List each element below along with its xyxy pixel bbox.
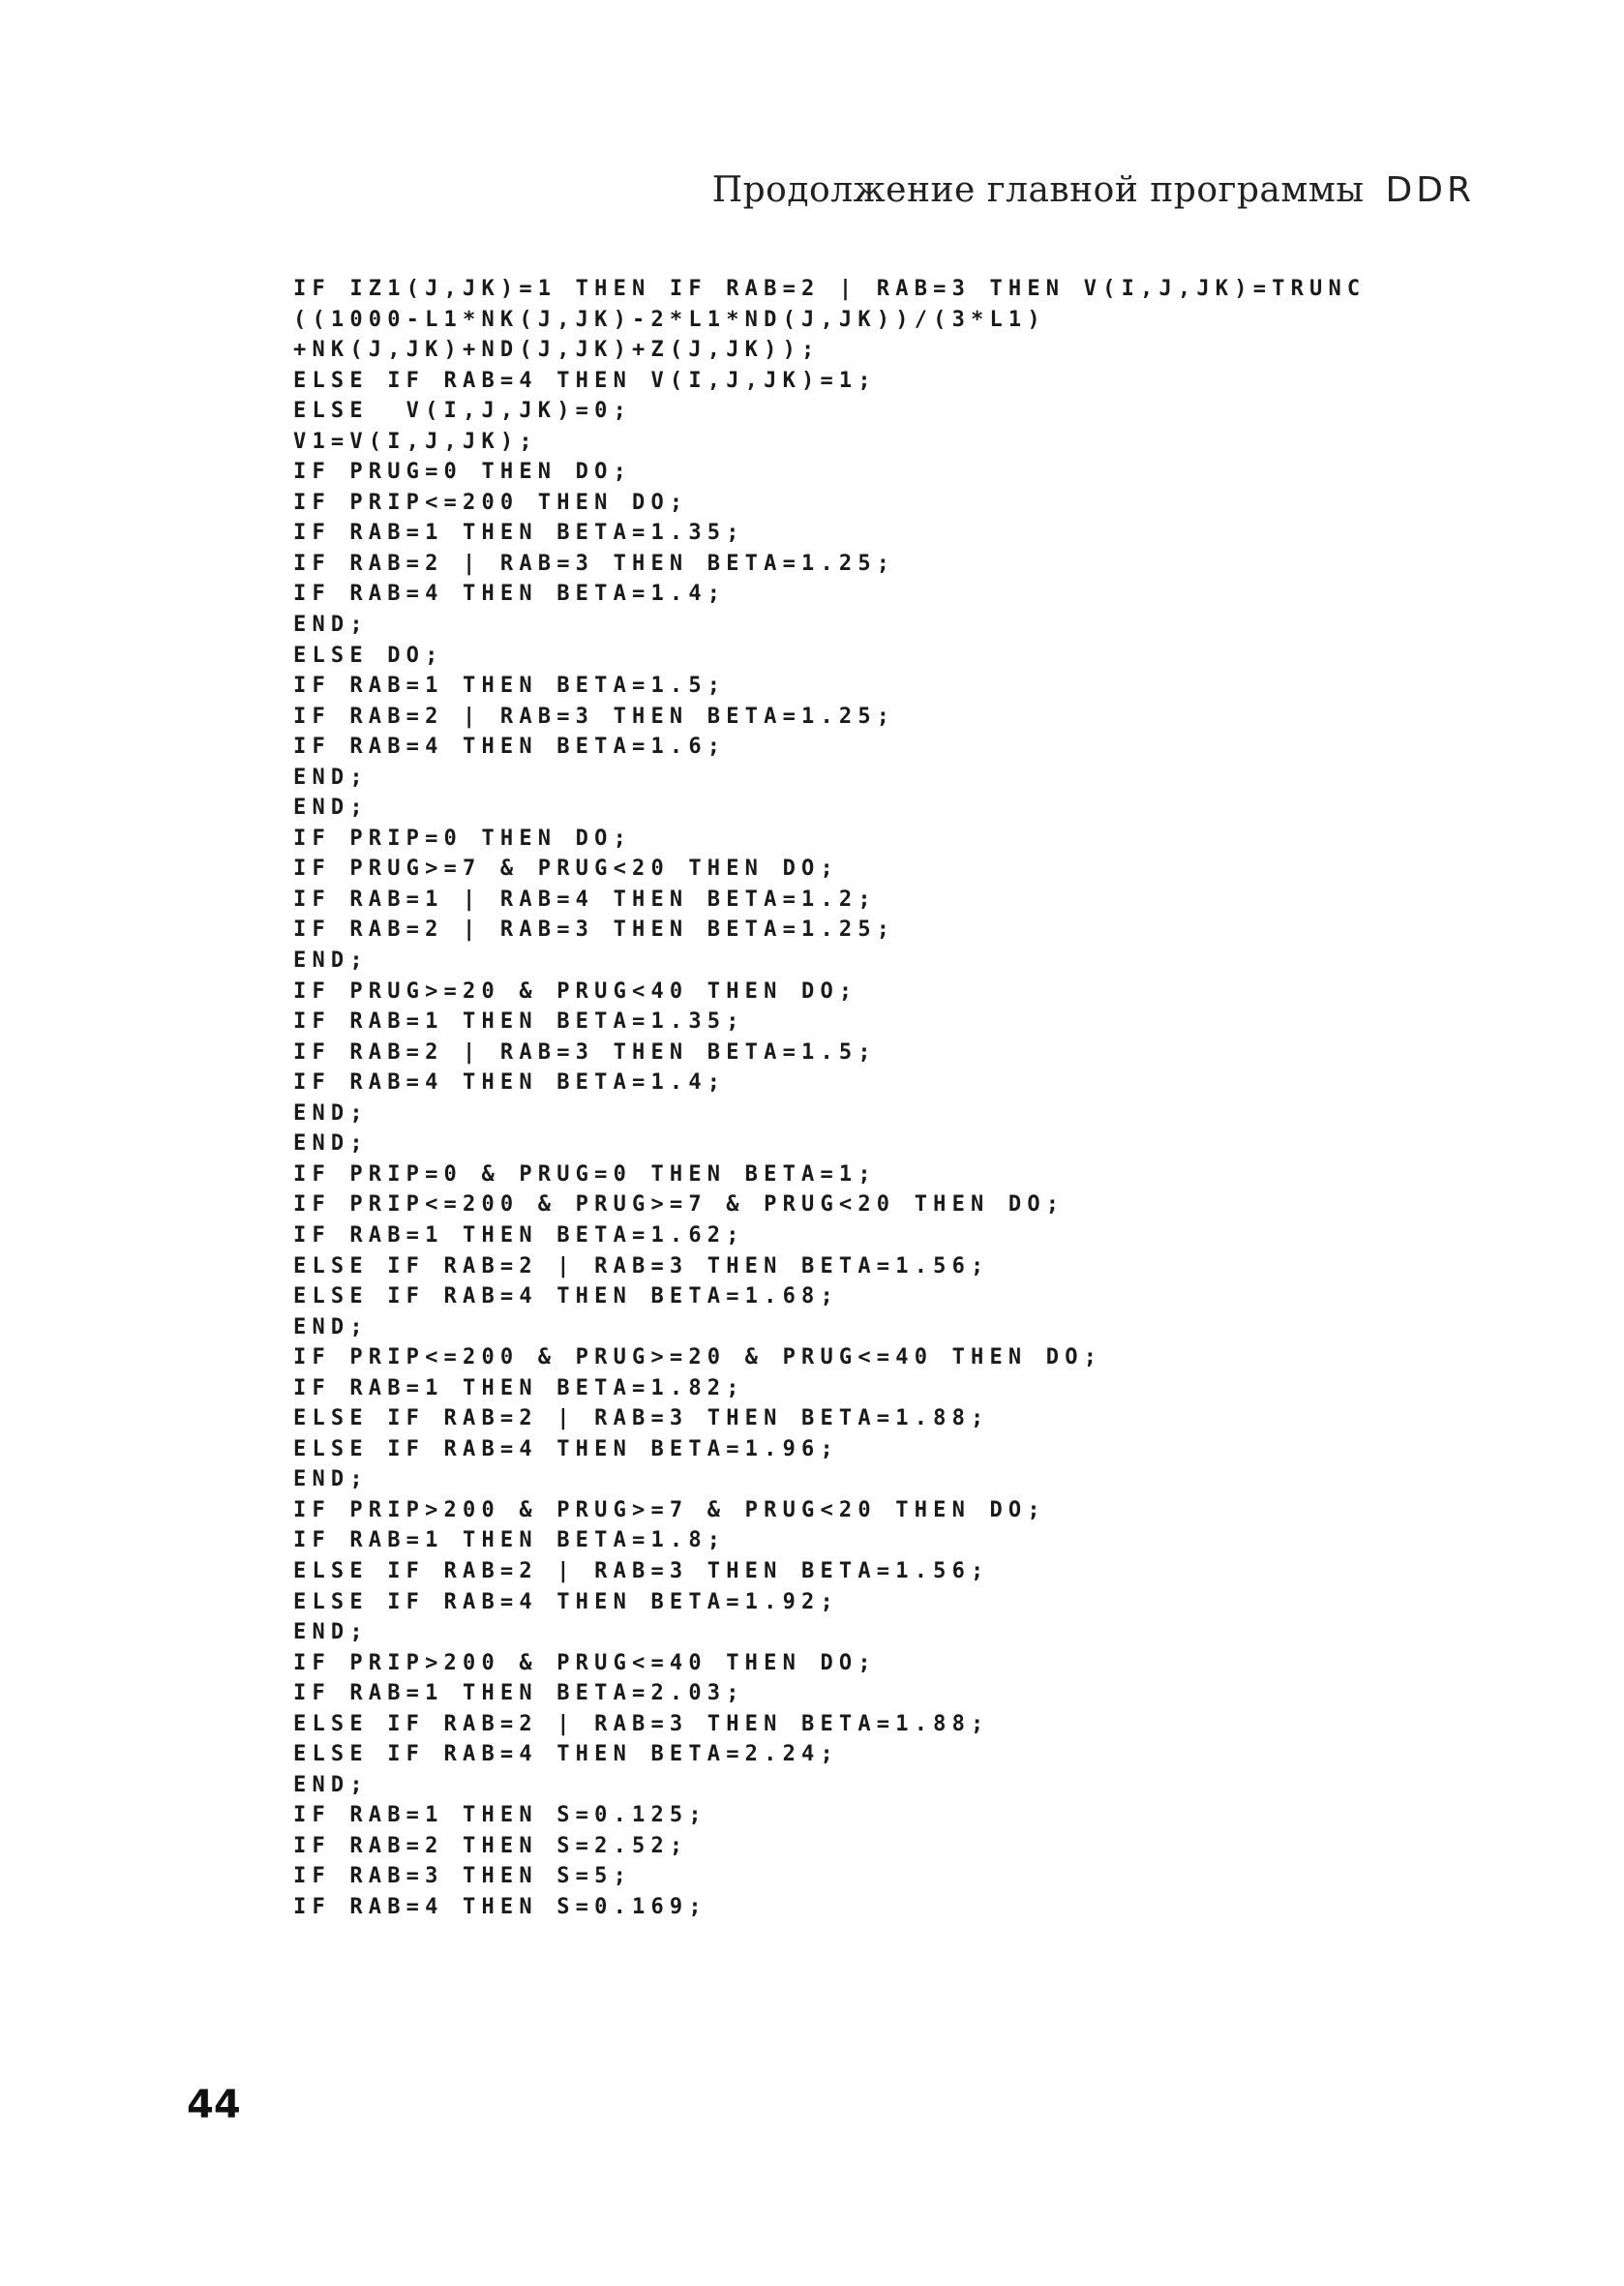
code-line: IF PRIP>200 & PRUG<=40 THEN DO; <box>293 1650 877 1675</box>
code-line: IF PRUG>=7 & PRUG<20 THEN DO; <box>293 857 839 882</box>
code-line: ELSE IF RAB=4 THEN BETA=2.24; <box>293 1742 839 1767</box>
code-line: IF PRIP>200 & PRUG>=7 & PRUG<20 THEN DO; <box>293 1497 1046 1522</box>
header-title: Продолжение главной программы <box>711 170 1365 210</box>
code-line: END; <box>293 1100 369 1126</box>
code-line: IF RAB=1 THEN BETA=1.35; <box>293 521 745 546</box>
code-line: IF RAB=2 | RAB=3 THEN BETA=1.25; <box>293 917 896 943</box>
code-line: IF PRUG=0 THEN DO; <box>293 460 633 485</box>
code-line: END; <box>293 1131 369 1157</box>
page-header <box>712 170 1475 210</box>
code-line: ELSE IF RAB=4 THEN BETA=1.68; <box>293 1284 839 1309</box>
code-listing <box>293 274 1366 1923</box>
code-line: IF RAB=2 | RAB=3 THEN BETA=1.25; <box>293 704 896 729</box>
code-line: IF RAB=1 THEN BETA=1.35; <box>293 1009 745 1035</box>
code-line: END; <box>293 1620 369 1645</box>
code-line: ELSE IF RAB=2 | RAB=3 THEN BETA=1.88; <box>293 1406 990 1431</box>
code-line: IF RAB=4 THEN BETA=1.6; <box>293 735 727 760</box>
code-line: ELSE IF RAB=2 | RAB=3 THEN BETA=1.56; <box>293 1558 990 1583</box>
header-suffix: DDR <box>1385 170 1475 210</box>
code-line: IF RAB=1 THEN BETA=1.8; <box>293 1528 727 1553</box>
code-line: END; <box>293 1467 369 1492</box>
code-line: ELSE DO; <box>293 643 444 668</box>
code-line: ELSE V(I,J,JK)=0; <box>293 399 633 424</box>
code-line: ELSE IF RAB=4 THEN BETA=1.92; <box>293 1589 839 1614</box>
code-line: ELSE IF RAB=2 | RAB=3 THEN BETA=1.56; <box>293 1253 990 1278</box>
code-line: ((1000-L1*NK(J,JK)-2*L1*ND(J,JK))/(3*L1) <box>293 307 1046 332</box>
code-line: END; <box>293 1314 369 1339</box>
code-line: IF RAB=4 THEN BETA=1.4; <box>293 582 727 607</box>
code-line: IF RAB=2 | RAB=3 THEN BETA=1.5; <box>293 1039 877 1065</box>
code-line: IF IZ1(J,JK)=1 THEN IF RAB=2 | RAB=3 THEN V(I,J,JK)=TRUNC <box>293 277 1367 301</box>
code-line: IF RAB=1 | RAB=4 THEN BETA=1.2; <box>293 887 877 912</box>
code-line: IF RAB=1 THEN BETA=1.5; <box>293 674 727 699</box>
code-line: IF RAB=2 THEN S=2.52; <box>293 1833 689 1858</box>
code-line: IF RAB=4 THEN BETA=1.4; <box>293 1070 727 1096</box>
code-line: IF RAB=2 | RAB=3 THEN BETA=1.25; <box>293 551 896 576</box>
code-line: IF PRUG>=20 & PRUG<40 THEN DO; <box>293 978 858 1004</box>
code-line: IF RAB=4 THEN S=0.169; <box>293 1894 707 1919</box>
code-line: IF RAB=1 THEN BETA=2.03; <box>293 1681 745 1706</box>
code-line: ELSE IF RAB=4 THEN V(I,J,JK)=1; <box>293 368 877 393</box>
code-line: IF PRIP=0 THEN DO; <box>293 826 633 851</box>
code-line: IF RAB=1 THEN BETA=1.62; <box>293 1222 745 1248</box>
code-line: IF PRIP<=200 THEN DO; <box>293 490 689 515</box>
code-line: END; <box>293 1772 369 1797</box>
code-line: IF RAB=1 THEN BETA=1.82; <box>293 1375 745 1400</box>
code-line: END; <box>293 613 369 638</box>
code-line: +NK(J,JK)+ND(J,JK)+Z(J,JK)); <box>293 338 821 363</box>
code-line: END; <box>293 948 369 974</box>
code-line: ELSE IF RAB=2 | RAB=3 THEN BETA=1.88; <box>293 1711 990 1736</box>
code-line: END; <box>293 796 369 821</box>
page-number: 44 <box>187 2083 241 2127</box>
code-line: IF RAB=1 THEN S=0.125; <box>293 1803 707 1828</box>
code-line: IF PRIP<=200 & PRUG>=7 & PRUG<20 THEN DO; <box>293 1192 1066 1218</box>
code-line: ELSE IF RAB=4 THEN BETA=1.96; <box>293 1436 839 1461</box>
code-line: IF PRIP=0 & PRUG=0 THEN BETA=1; <box>293 1161 877 1187</box>
code-line: END; <box>293 765 369 790</box>
code-line: V1=V(I,J,JK); <box>293 429 538 454</box>
code-line: IF PRIP<=200 & PRUG>=20 & PRUG<=40 THEN DO; <box>293 1345 1103 1370</box>
code-line: IF RAB=3 THEN S=5; <box>293 1864 633 1889</box>
